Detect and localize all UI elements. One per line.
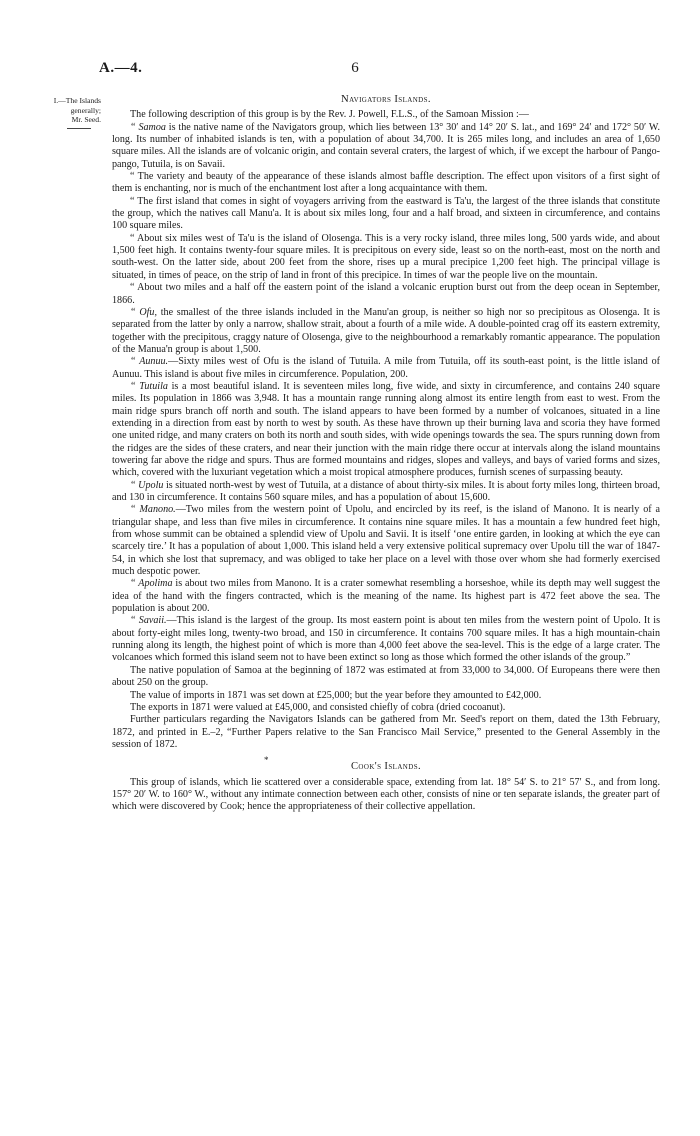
island-name: “ Savaii. bbox=[130, 615, 167, 627]
paragraph-savaii: “ Savaii.—This island is the largest of the group. Its most eastern point is about ten miles from the western point of Upolo. It is about forty-eight miles long, twenty-two broad, and 150 in circumference. It contains 700 square miles. It has a high mountain-chain running along its length, the highest point of which is more than 4,000 feet above the sea-level. This is the edge of a large crater. The volcanoes which formed this island seem not to have been extinct so long as those which formed the other islands of the group.” bbox=[112, 615, 660, 664]
paragraph-intro: The following description of this group is by the Rev. J. Powell, F.L.S., of the Samoan Mission :— bbox=[130, 109, 529, 121]
section-title-cooks: Cook's Islands. bbox=[350, 761, 422, 773]
document-reference: A.—4. bbox=[99, 60, 143, 76]
island-name: “ Tutuila bbox=[130, 380, 168, 392]
paragraph-variety: “ The variety and beauty of the appearance of these islands almost baffle description. The effect upon visitors of a first sight of them is enchanting, nor is much of the enchantment lost after a long acquaintance with them. bbox=[112, 171, 660, 195]
page-number: 6 bbox=[351, 60, 359, 76]
island-name: “ Apolima bbox=[130, 578, 173, 590]
margin-note-line: generally; bbox=[70, 105, 101, 115]
margin-note-line: Mr. Seed. bbox=[71, 115, 101, 125]
island-name: “ Upolu bbox=[130, 479, 164, 491]
paragraph-cooks-islands: This group of islands, which lie scattered over a considerable space, extending from lat. 18° 54′ S. to 21° 57′ S., and from long. 157° 20′ W. to 160° W., without any intimate connection between each other, consists of nine or ten separate islands, the greater part of which were discovered by Cook; hence the appropriateness of their collective appellation. bbox=[112, 776, 660, 813]
main-text: Navigators Islands. The following description of this group is by the Rev. J. Powell, F.L.S., of the Samoan Mission :— “ Samoa is the native name of the Navigators group, which lies between 13° 30′ and 14° 20′ S. lat., and 169° 24′ and 172° 50′ W. long. Its number of inhabited islands is ten, with a population of about 34,700. It is 265 miles long, and includes an area of 1,650 square miles. All the islands are of volcanic origin, and contain several craters, the largest of which, if we except the harbour of Pango-pango, Tutuila, is on Savaii. “ The variety and beauty of the appearance of these islands almost baffle description. The effect upon visitors of a first sight of them is enchanting, nor is much of the enchantment lost after a long acquaintance with them. “ The first island that comes in sight of voyagers arriving from the eastward is Ta'u, the largest of the three islands that constitute the group, which the natives call Manu'a. It is about six miles long, four and a half broad, and sixteen in circumference, and contains 100 square miles. “ About six miles west of Ta'u is the island of Olosenga. This is a very rocky island, three miles long, 500 yards wide, and about 1,500 feet high. It contains twenty-four square miles. It is precipitous on every side, least so on the north-east, most on the north and south-west. On the latter side, about 200 feet from the shore, rises up a mural precipice 1,200 feet high. The principal village is situated, in times of peace, on the strip of land in front of this precipice. In times of war the people live on the mountain. “ About two miles and a half off the eastern point of the island a volcanic eruption burst out from the deep ocean in September, 1866. “ Ofu, the smallest of the three islands included in the Manu'an group, is neither so high nor so precipitous as Olosenga. It is separated from the latter by only a narrow, shallow strait, about a fourth of a mile wide. A double-pointed crag off its eastern extremity, together with the precipitous, craggy nature of Olosenga, give to the neighbourhood a remarkably romantic appearance. The population of the Manua'n group is about 1,500. “ Aunuu.—Sixty miles west of Ofu is the island of Tutuila. A mile from Tutuila, off its south-east point, is the little island of Aunuu. This island is about five miles in circumference. Population, 200. “ Tutuila is a most beautiful island. It is seventeen miles long, five wide, and sixty in circumference, and contains 240 square miles. Its population in 1866 was 3,948. It has a mountain range running along almost its entire length from east to west. From the main ridge spurs branch off north and south. The island appears to have been formed by a number of volcanoes, situated in a line extending in a direction from east by north to west by south. As these have thrown up their burning lava and scoria they have formed one united ridge, and many craters on both its north and south sides, with wide openings towards the sea. The spurs running down from the ridges are the sides of these craters, and near their junction with the main ridge there occur at intervals along the island mountains towering far above the ridge and spurs. Thus are formed mountains and ridges, slopes and valleys, and bays of varied forms and sizes, which, covered with the luxuriant vegetation which a moist tropical atmosphere produces, furnish scenes of surpassing beauty. “ Upolu is situated north-west by west of Tutuila, at a distance of about thirty-six miles. It is about forty miles long, thirteen broad, and 130 in circumference. It contains 560 square miles, and has a population of about 15,600. “ Manono.—Two miles from the western point of Upolu, and encircled by its reef, is the island of Manono. It is nearly of a triangular shape, and less than five miles in circumference. It contains nine square miles. It has a mountain a few hundred feet high, from whose summit can be obtained a splendid view of Upolu and Savii. It is itself ‘one entire garden, in looking at which the eye can scarcely tire.’ It has a population of about 1,000. This island held a very extensive political supremacy over Upolu till the war of 1847-54, in which she lost that supremacy, and was obliged to take her place on a level with those over whom she had formerly exercised much despotic power. “ Apolima is about two miles from Manono. It is a crater somewhat resembling a horseshoe, while its depth may well suggest the idea of the hand with the fingers contracted, which is the meaning of the name. Its highest part is 472 feet above the sea. The population is about 200. “ Savaii.—This island is the largest of the group. Its most eastern point is about ten miles from the western point of Upolo. It is about forty-eight miles long, twenty-two broad, and 150 in circumference. It contains 700 square miles. It has a high mountain-chain running along its length, the highest point of which is more than 4,000 feet above the sea-level. This is the edge of a large crater. The volcanoes which formed this island seem not to have been extinct so long as those which formed the other islands of the group.” The native population of Samoa at the beginning of 1872 was estimated at from 33,000 to 34,000. Of Europeans there were then about 250 on the group. The value of imports in 1871 was set down at £25,000; but the year before they amounted to £42,000. The exports in 1871 were valued at £45,000, and consisted chiefly of cobra (dried cocoanut). Further particulars regarding the Navigators Islands can be gathered from Mr. Seed's report on them, dated the 13th February, 1872, and printed in E.–2, “Further Papers relative to the San Francisco Mail Service,” presented to the General Assembly in the session of 1872. * Cook's Islands. This group of islands, which lie scattered over a considerable space, extending from lat. 18° 54′ S. to 21° 57′ S., and from long. 157° 20′ W. to 160° W., without any intimate connection between each other, consists of nine or ten separate islands, the greater part of which were discovered by Cook; hence the appropriateness of their collective appellation. bbox=[112, 94, 661, 813]
paragraph-ofu: “ Ofu, the smallest of the three islands included in the Manu'an group, is neither so high nor so precipitous as Olosenga. It is separated from the latter by only a narrow, shallow strait, about a fourth of a mile wide. A double-pointed crag off its eastern extremity, together with the precipitous, craggy nature of Olosenga, give to the neighbourhood a remarkably romantic appearance. The population of the Manua'n group is about 1,500. bbox=[112, 306, 660, 355]
paragraph-samoa: “ Samoa is the native name of the Navigators group, which lies between 13° 30′ and 14° 20′ S. lat., and 169° 24′ and 172° 50′ W. long. Its number of inhabited islands is ten, with a population of about 34,700. It is 265 miles long, and includes an area of 1,650 square miles. All the islands are of volcanic origin, and contain several craters, the largest of which, if we except the harbour of Pango-pango, Tutuila, is on Savaii. bbox=[112, 121, 660, 170]
island-name: “ Manono. bbox=[130, 504, 176, 516]
paragraph-aunuu: “ Aunuu.—Sixty miles west of Ofu is the island of Tutuila. A mile from Tutuila, off its south-east point, is the little island of Aunuu. This island is about five miles in circumference. Population, 200. bbox=[112, 356, 660, 380]
paragraph-first-island: “ The first island that comes in sight of voyagers arriving from the eastward is Ta'u, the largest of the three islands that constitute the group, which the natives call Manu'a. It is about six miles long, four and a half broad, and sixteen in circumference, and contains 100 square miles. bbox=[112, 195, 660, 232]
paragraph-upolu: “ Upolu is situated north-west by west of Tutuila, at a distance of about thirty-six miles. It is about forty miles long, thirteen broad, and 130 in circumference. It contains 560 square miles, and has a population of about 15,600. bbox=[112, 479, 661, 503]
island-name: “ Aunuu. bbox=[130, 356, 169, 368]
paragraph-native-population: The native population of Samoa at the beginning of 1872 was estimated at from 33,000 to 34,000. Of Europeans there were then about 250 on the group. bbox=[112, 664, 660, 689]
margin-note-line: I.—The Islands bbox=[53, 96, 101, 105]
section-title-navigators: Navigators Islands. bbox=[341, 94, 431, 105]
margin-divider bbox=[67, 128, 91, 129]
island-name: “ Ofu, bbox=[130, 306, 157, 318]
paragraph-further-particulars: Further particulars regarding the Navigators Islands can be gathered from Mr. Seed's report on them, dated the 13th February, 1872, and printed in E.–2, “Further Papers relative to the San Francisco Mail Service,” presented to the General Assembly in the session of 1872. bbox=[112, 714, 660, 750]
paragraph-apolima: “ Apolima is about two miles from Manono. It is a crater somewhat resembling a horseshoe, while its depth may well suggest the idea of the hand with the fingers contracted, which is the meaning of the name. Its highest part is 472 feet above the sea. The population is about 200. bbox=[112, 578, 660, 615]
paragraph-eruption: “ About two miles and a half off the eastern point of the island a volcanic eruption burst out from the deep ocean in September, 1866. bbox=[112, 282, 660, 306]
paragraph-imports: The value of imports in 1871 was set down at £25,000; but the year before they amounted to £42,000. bbox=[130, 689, 542, 701]
paragraph-tutuila: “ Tutuila is a most beautiful island. It is seventeen miles long, five wide, and sixty in circumference, and contains 240 square miles. Its population in 1866 was 3,948. It has a mountain range running along almost its entire length from east to west. From the main ridge spurs branch off north and south. The island appears to have been formed by a number of volcanoes, situated in a line extending in a direction from east by north to west by south. As these have thrown up their burning lava and scoria they have formed one united ridge, and many craters on both its north and south sides, with wide openings towards the sea. The spurs running down from the ridges are the sides of these craters, and near their junction with the main ridge there occur at intervals along the island mountains towering far above the ridge and spurs. Thus are formed mountains and ridges, slopes and valleys, and bays of varied forms and sizes, which, covered with the luxuriant vegetation which a moist tropical atmosphere produces, furnish scenes of surpassing beauty. bbox=[112, 380, 660, 479]
paragraph-exports: The exports in 1871 were valued at £45,000, and consisted chiefly of cobra (dried cocoanut). bbox=[130, 701, 506, 713]
margin-note bbox=[27, 96, 101, 129]
paragraph-olosenga: “ About six miles west of Ta'u is the island of Olosenga. This is a very rocky island, three miles long, 500 yards wide, and about 1,500 feet high. It contains twenty-four square miles. It is precipitous on every side, least so on the north-east, most on the north and south-west. On the latter side, about 200 feet from the shore, rises up a mural precipice 1,200 feet high. The principal village is situated, in times of peace, on the strip of land in front of this precipice. In times of war the people live on the mountain. bbox=[112, 232, 660, 281]
paragraph-manono: “ Manono.—Two miles from the western point of Upolu, and encircled by its reef, is the island of Manono. It is nearly of a triangular shape, and less than five miles in circumference. It contains nine square miles. It has a mountain a few hundred feet high, from whose summit can be obtained a splendid view of Upolu and Savii. It is itself ‘one entire garden, in looking at which the eye can scarcely tire.’ It has a population of about 1,000. This island held a very extensive political supremacy over Upolu till the war of 1847-54, in which she lost that supremacy, and was obliged to take her place on a level with those over whom she had formerly exercised much despotic power. bbox=[112, 504, 660, 578]
island-name: “ Samoa bbox=[130, 121, 166, 133]
